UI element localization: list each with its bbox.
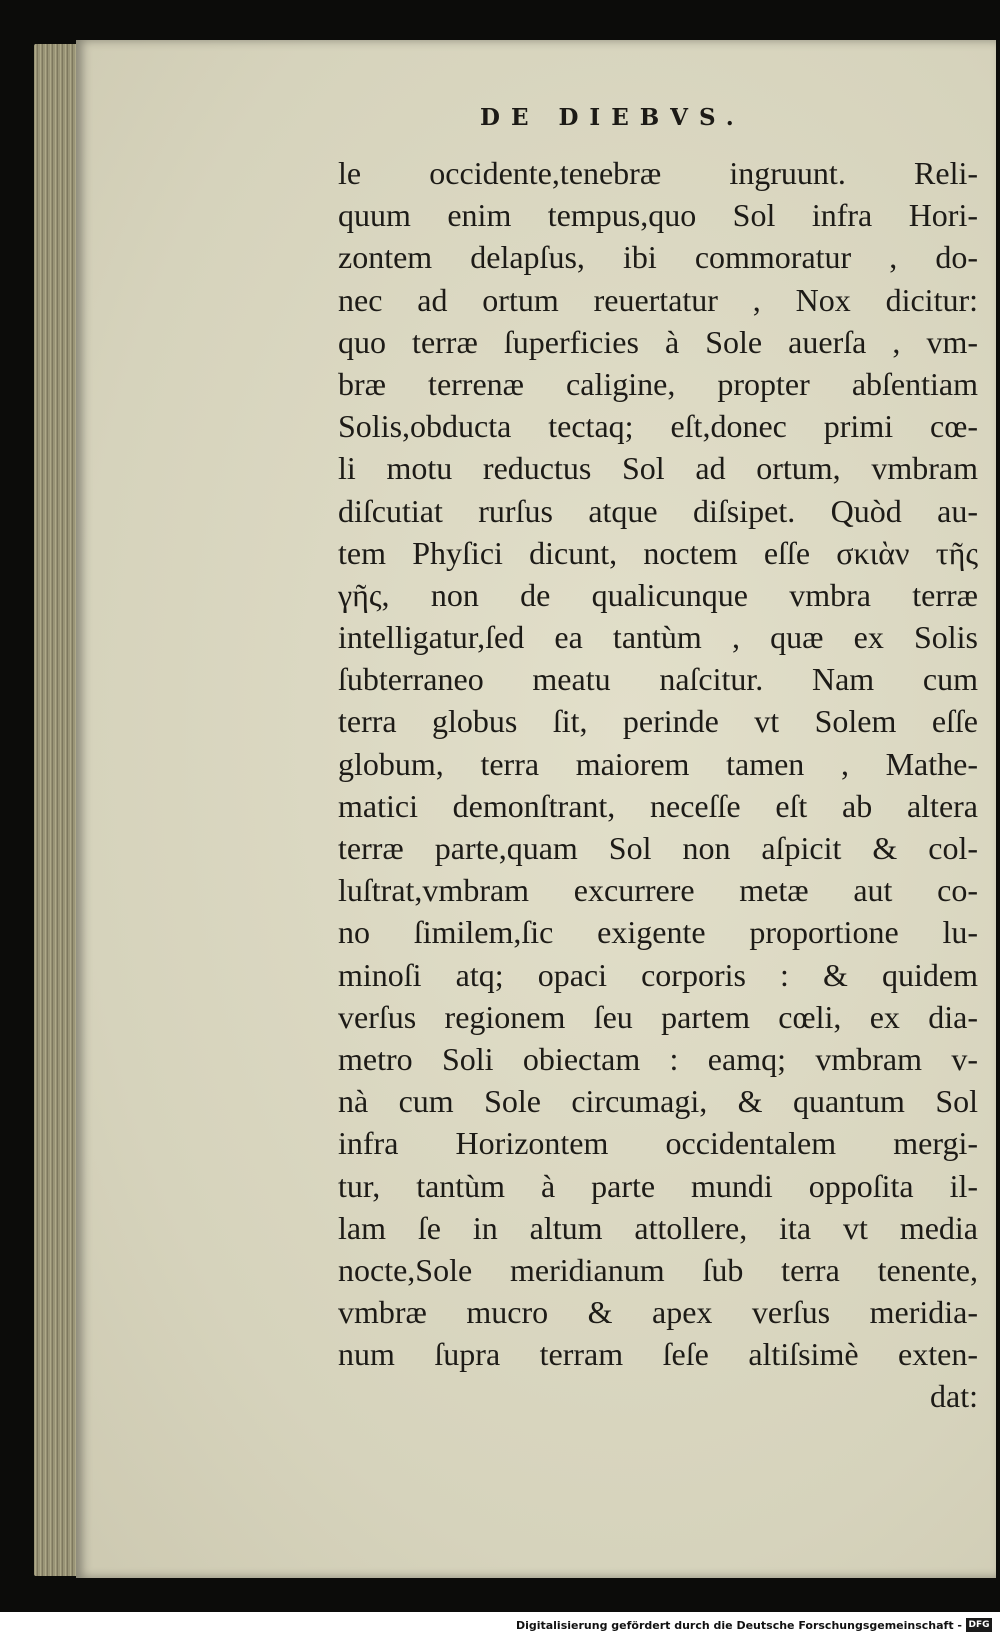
text-line: lam ſe in altum attollere, ita vt media xyxy=(338,1209,978,1246)
text-line: diſcutiat rurſus atque diſsipet. Quòd au- xyxy=(338,492,978,529)
text-line: γῆς, non de qualicunque vmbra terræ xyxy=(338,576,978,613)
book-page-edges xyxy=(34,44,82,1576)
dfg-logo: DFG xyxy=(966,1618,992,1632)
footer-bar xyxy=(0,1612,1000,1643)
text-line: vmbræ mucro & apex verſus meridia- xyxy=(338,1294,978,1331)
text-line: infra Horizontem occidentalem mergi- xyxy=(338,1125,978,1162)
funding-note: Digitalisierung gefördert durch die Deutsche Forschungsgemeinschaft - xyxy=(515,1619,962,1632)
text-line: nocte,Sole meridianum ſub terra tenente, xyxy=(338,1251,978,1288)
text-line: no ſimilem,ſic exigente proportione lu- xyxy=(338,914,978,951)
text-line: li motu reductus Sol ad ortum, vmbram xyxy=(338,450,978,487)
text-line: nà cum Sole circumagi, & quantum Sol xyxy=(338,1083,978,1120)
text-line: quo terræ ſuperficies à Sole auerſa , vm- xyxy=(338,323,978,360)
text-line: dat: xyxy=(930,1378,978,1415)
text-line: nec ad ortum reuertatur , Nox dicitur: xyxy=(338,281,978,318)
running-head: DE DIEBVS. xyxy=(480,104,745,131)
text-line: bræ terrenæ caligine, propter abſentiam xyxy=(338,365,978,402)
text-line: quum enim tempus,quo Sol infra Hori- xyxy=(338,197,978,234)
text-line: intelligatur,ſed ea tantùm , quæ ex Solis xyxy=(338,619,978,656)
text-line: zontem delapſus, ibi commoratur , do- xyxy=(338,239,978,276)
text-line: terra globus ſit, perinde vt Solem eſſe xyxy=(338,703,978,740)
text-line: ſubterraneo meatu naſcitur. Nam cum xyxy=(338,661,978,698)
text-line: terræ parte,quam Sol non aſpicit & col- xyxy=(338,830,978,866)
text-line: luſtrat,vmbram excurrere metæ aut co- xyxy=(338,872,978,909)
text-line: minoſi atq; opaci corporis : & quidem xyxy=(338,956,978,993)
text-line: matici demonſtrant, neceſſe eſt ab altera xyxy=(338,787,978,824)
text-block xyxy=(338,152,978,1418)
text-line: num ſupra terram ſeſe altiſsimè exten- xyxy=(338,1336,978,1373)
text-line: le occidente,tenebræ ingruunt. Reli- xyxy=(338,155,978,191)
text-line: metro Soli obiectam : eamq; vmbram v- xyxy=(338,1040,978,1077)
text-line: globum, terra maiorem tamen , Mathe- xyxy=(338,745,978,782)
text-line: Solis,obducta tectaq; eſt,donec primi cœ- xyxy=(338,408,978,445)
text-line: tur, tantùm à parte mundi oppoſita il- xyxy=(338,1167,978,1204)
text-line: verſus regionem ſeu partem cœli, ex dia- xyxy=(338,998,978,1035)
text-line: tem Phyſici dicunt, noctem eſſe σκιὰν τῆς xyxy=(338,534,978,571)
